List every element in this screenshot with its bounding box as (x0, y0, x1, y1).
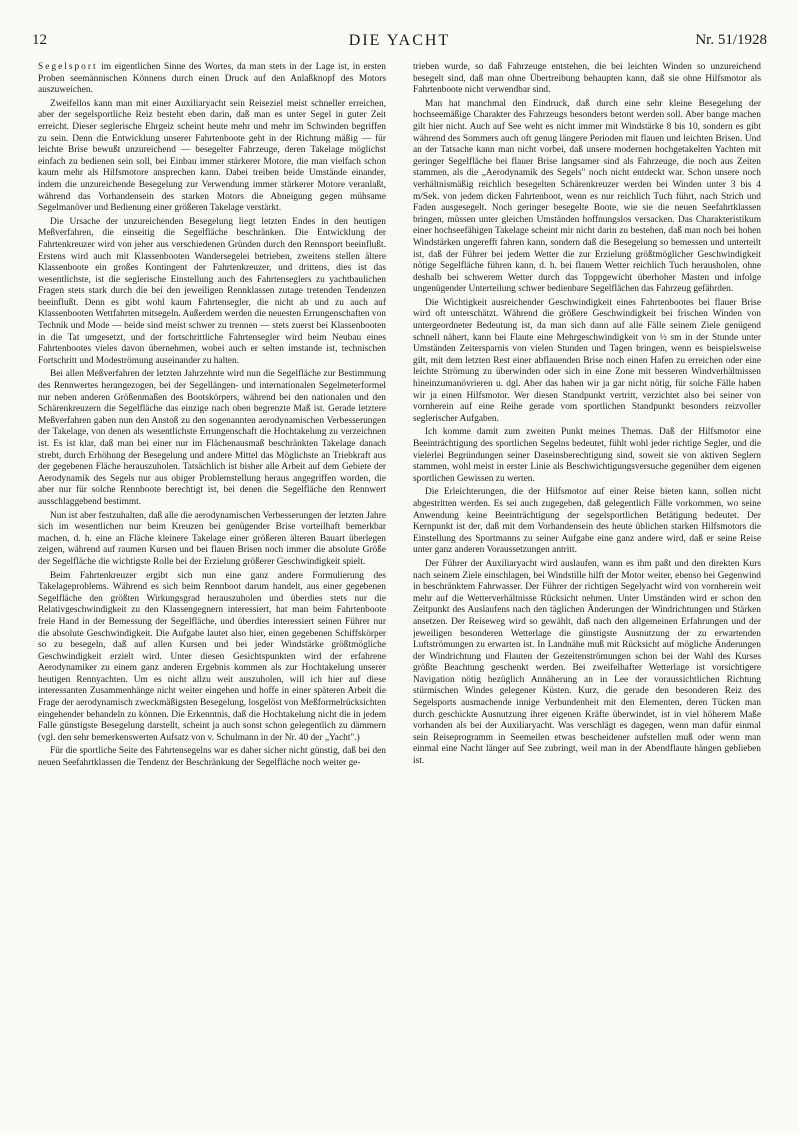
paragraph: Die Erleichterungen, die der Hilfsmotor auf einer Reise bieten kann, sollen nicht abgestritten werden. Es sei auch zugegeben, daß gelegentlich Fälle vorkommen, wo seine Anwendung keine Beeinträchtigung der segelsportlichen Betätigung bedeutet. Der Kernpunkt ist der, daß mit dem Vorhandensein des heute üblichen starken Hilfsmotors die Einstellung des Sportmanns zu seiner Aufgabe eine ganz andere wird, daß er seine Reise unter ganz anderen Voraussetzungen antritt. (413, 487, 761, 556)
paragraph: Für die sportliche Seite des Fahrtensegelns war es daher sicher nicht günstig, daß bei den neuen Seefahrtklassen die Tendenz der Beschränkung der Segelfläche noch weiter ge- (38, 746, 386, 769)
spaced-word: Segelsport (38, 62, 98, 72)
paragraph: trieben wurde, so daß Fahrzeuge entstehen, die bei leichten Winden so unzureichend besegelt sind, daß man ohne Übertreibung behaupten kann, daß sie ohne Hilfsmotor als Fahrtenboote nicht verwendbar sind. (413, 62, 761, 96)
paragraph (38, 62, 386, 97)
issue-number: Nr. 51/1928 (695, 32, 767, 48)
paragraph: Die Wichtigkeit ausreichender Geschwindigkeit eines Fahrtenbootes bei flauer Brise wird oft unterschätzt. Während die größere Geschwindigkeit bei frischen Winden von untergeordneter Bedeutung ist, da man sich dann auf alle Fälle seinem Ziele genügend schnell nähert, kann bei Flaute eine Mehrgeschwindigkeit von ½ sm in der Stunde unter Umständen Zeitersparnis von vielen Stunden und Tagen bringen, wenn es beispielsweise gilt, mit dem letzten Rest einer abflauenden Brise noch einen Hafen zu erreichen oder eine leichte Strömung zu überwinden oder sich in eine Zone mit besseren Windverhältnissen hineinzumanövrieren u. dgl. Aber das haben wir ja gar nicht nötig, für solche Fälle haben wir ja einen Hilfsmotor. Wer diesen Standpunkt vertritt, verzichtet also bei seiner von vornherein auf eine Reihe gerade vom sportlichen Standpunkt besonders reizvoller seglerischer Aufgaben. (413, 297, 761, 424)
page-number: 12 (32, 32, 47, 48)
journal-title: DIE YACHT (348, 32, 451, 49)
page-header (32, 32, 767, 56)
paragraph: Man hat manchmal den Eindruck, daß durch eine sehr kleine Besegelung der hochseemäßige Charakter des Fahrzeugs besonders betont werden soll. Aber bange machen gilt hier nicht. Auch auf See weht es nicht immer mit Windstärke 8 bis 10, sondern es gibt während des Sommers auch oft genug längere Perioden mit flauen und leichten Brisen. Und an der Tatsache kann man nicht vorbei, daß unsere modernen hochgetakelten Yachten mit geringer Segelfläche bei flauer Brise langsamer sind als Fahrzeuge, die noch aus Zeiten stammen, als die „Aerodynamik des Segels" noch nicht entdeckt war. Schon unsere noch verhältnismäßig reichlich besegelten Schärenkreuzer werden bei Winden unter 3 bis 4 m/Sek. von jedem dicken Fahrtenboot, wenn es nur reichlich Tuch führt, nach Strich und Faden ausgesegelt. Noch geringer besegelte Boote, wie sie die neuen Seefahrtklassen bringen, müssen unter gleichen Umständen hoffnungslos versacken. Das Charakteristikum einer hochseefähigen Takelage scheint mir nicht darin zu bestehen, daß man noch bei hohen Windstärken ungerefft fahren kann, sondern daß die Besegelung so bemessen und unterteilt ist, daß der Führer bei jedem Wetter die zur Erzielung größtmöglicher Geschwindigkeit nötige Segelfläche führen kann, d. h. bei flauem Wetter reichlich Tuch herausholen, ohne deshalb bei schwerem Wetter durch das Toppgewicht überhoher Masten und infolge ungenügender Unterteilung schwer bedienbare Segelflächen das Fahrzeug gefährden. (413, 98, 761, 295)
paragraph: Ich komme damit zum zweiten Punkt meines Themas. Daß der Hilfsmotor eine Beeinträchtigung des sportlichen Segelns bedeutet, fühlt wohl jeder richtige Segler, und die vielerlei Begründungen seiner Daseinsberechtigung sind, soweit sie von aktiven Seglern stammen, wohl meist in erster Linie als Beschwichtigungsversuche gegenüber dem eigenen sportlichen Gewissen zu werten. (413, 427, 761, 484)
paragraph: Nun ist aber festzuhalten, daß alle die aerodynamischen Verbesserungen der letzten Jahre sich im wesentlichen nur beim Kreuzen bei genügender Brise vorteilhaft bemerkbar machen, d. h. eine an Fläche kleinere Takelage einer größeren älteren Bauart überlegen zeigen, während auf raumen Kursen und bei flauen Brisen noch immer die absolute Größe der Segelfläche die wichtigste Rolle bei der Erzielung größerer Geschwindigkeit spielt. (38, 510, 386, 567)
left-column (38, 62, 386, 1102)
paragraph: Der Führer der Auxiliaryacht wird auslaufen, wann es ihm paßt und den direkten Kurs nach seinem Ziele einschlagen, bei Windstille hilft der Motor weiter, ebenso bei Gegenwind in beschränktem Fahrwasser. Der Führer der richtigen Segelyacht wird von vornherein weit mehr auf die Wetterverhältnisse Rücksicht nehmen. Unter Umständen wird er schon den Zeitpunkt des Auslaufens nach den täglichen Änderungen der Windrichtungen und Stärken ansetzen. Der Reiseweg wird so gewählt, daß nach den allgemeinen Erfahrungen und der jeweiligen besonderen Wetterlage die günstigste Ausnutzung der zu erwartenden Luftströmungen zu erwarten ist. In Landnähe muß mit Rücksicht auf mögliche Änderungen der Windrichtung und Flauten der Gezeitenströmungen schon bei der Wahl des Kurses größte Beachtung geschenkt werden. Bei zweifelhafter Wetterlage ist vorsichtigere Navigation nötig bezüglich Annäherung an in Lee der voraussichtlichen Richtung stürmischen Windes gelegener Küsten. Kurz, die gerade den besonderen Reiz des Segelsports ausmachende innige Verbundenheit mit den Elementen, deren Tücken man durch geschickte Ausnutzung ihrer eigenen Kräfte überwindet, ist in viel höherem Maße vorhanden als bei der Auxiliaryacht. Was verschlägt es dagegen, wenn man dafür einmal sein Reiseprogramm in Seemeilen etwas bescheidener aufstellen muß oder wenn man einmal eine Nacht länger auf See zubringt, weil man in der Abendflaute hängen geblieben ist. (413, 558, 761, 767)
paragraph-text: im eigentlichen Sinne des Wortes, da man stets in der Lage ist, in ersten Proben seemännischen Könnens durch einen Druck auf den Anlaßknopf des Motors auszuweichen. (38, 62, 386, 96)
paragraph: Beim Fahrtenkreuzer ergibt sich nun eine ganz andere Formulierung des Takelageproblems. Während es sich beim Rennboot darum handelt, aus einer gegebenen Segelfläche den größten Wirkungsgrad herauszuholen und überdies stets nur die Relativgeschwindigkeit zu den Klassengegnern interessiert, hat man beim Fahrtenboote freie Hand in der Bemessung der Segelfläche, und überdies interessiert seinen Führer nur die absolute Geschwindigkeit. Die Aufgabe lautet also hier, einen gegebenen Schiffskörper so zu besegeln, daß auf allen Kursen und bei jeder Windstärke größtmögliche Geschwindigkeit erzielt wird. Unter diesen Gesichtspunkten wird der erfahrene Aerodynamiker zu einem ganz anderen Ergebnis kommen als zur Hochtakelung unserer heutigen Rennyachten. Um es nicht allzu weit auszuholen, will ich hier auf diese interessanten Zusammenhänge nicht weiter eingehen und hoffe in einer späteren Arbeit die Frage der aerodynamisch zweckmäßigsten Besegelung, losgelöst von Meßformelrücksichten eingehender behandeln zu können. Die Erkenntnis, daß die Hochtakelung nicht die in jedem Falle günstigste Besegelung darstellt, scheint ja auch sonst schon gelegentlich zu dämmern (vgl. den sehr bemerkenswerten Aufsatz von v. Schulmann in der Nr. 40 der „Yacht".) (38, 570, 386, 743)
paragraph: Bei allen Meßverfahren der letzten Jahrzehnte wird nun die Segelfläche zur Bestimmung des Rennwertes herangezogen, bei der Segellängen- und internationalen Segelmeterformel nur neben anderen Größenmaßen des Bootskörpers, während bei den nationalen und den Schärenkreuzern die Segelfläche das einzige nach oben begrenzte Maß ist. Gerade letztere Meßverfahren gaben nun den Anstoß zu den sogenannten aerodynamischen Verbesserungen der Takelage, von denen als wesentlichste Errungenschaft die Hochtakelung zu verzeichnen ist. Es ist klar, daß man bei einer nur im Flächenausmaß beschränkten Takelage danach strebt, durch Erhöhung der Besegelung und andere Mittel das Möglichste an Triebkraft aus der gegebenen Fläche herauszuholen. Tatsächlich ist bisher alle Arbeit auf dem Gebiete der Aerodynamik des Segels nur aus obiger Problemstellung heraus angegriffen worden, die aber nur für solche Rennboote berechtigt ist, bei denen die Segelfläche den Rennwert ausschlaggebend bestimmt. (38, 369, 386, 507)
paragraph: Die Ursache der unzureichenden Besegelung liegt letzten Endes in den heutigen Meßverfahren, die einseitig die Segelfläche beschränken. Die Entwicklung der Fahrtenkreuzer wird von jeher aus verschiedenen Gründen durch den Rennsport beeinflußt. Erstens wird auch mit Klassenbooten Wandersegelei betrieben, zweitens stellen ältere Klassenboote ein großes Kontingent der Fahrtenkreuzer, und drittens, dies ist das wesentlichste, ist die seglerische Einstellung auch des Fahrtenseglers zu yachtbaulichen Fragen stets stark durch die bei den jeweiligen Rennklassen zutage tretenden Tendenzen beeinflußt. Denn es gibt wohl kaum Fahrtensegler, die nicht ab und zu auch auf Klassenbooten Wettfahrten mitsegeln. Außerdem werden die neuesten Errungenschaften von Technik und Mode — beide sind meist schwer zu trennen — stets zuerst bei Klassenbooten in die Tat umgesetzt, und der fortschrittliche Fahrtensegler wird beim Neubau eines Fahrtenbootes vieles davon übernehmen, wobei auch er selten imstande ist, technischen Fortschritt und Modeströmung auseinander zu halten. (38, 216, 386, 366)
right-column (413, 62, 761, 1102)
paragraph: Zweifellos kann man mit einer Auxiliaryacht sein Reiseziel meist schneller erreichen, aber der segelsportliche Reiz besteht eben darin, daß man es unter Segel in guter Zeit erreicht. Dieser seglerische Ehrgeiz scheint heute mehr und mehr im Schwinden begriffen zu sein. Denn die Entwicklung unserer Fahrtenboote geht in der Richtung mäßig — für leichte Brise bewußt unzureichend — besegelter Fahrzeuge, deren Takelage möglichst einfach zu bedienen sein soll, bei Einbau immer stärkerer Motore, die man vielfach schon kaum mehr als Hilfsmotore ansprechen kann. Dabei treiben beide Umstände einander, indem die unzureichende Besegelung zur Verwendung immer stärkerer Motore veranlaßt, während das Vorhandensein des starken Motors die Abneigung gegen mühsame Segelmanöver und Bedienung einer größeren Takelage verstärkt. (38, 98, 386, 214)
